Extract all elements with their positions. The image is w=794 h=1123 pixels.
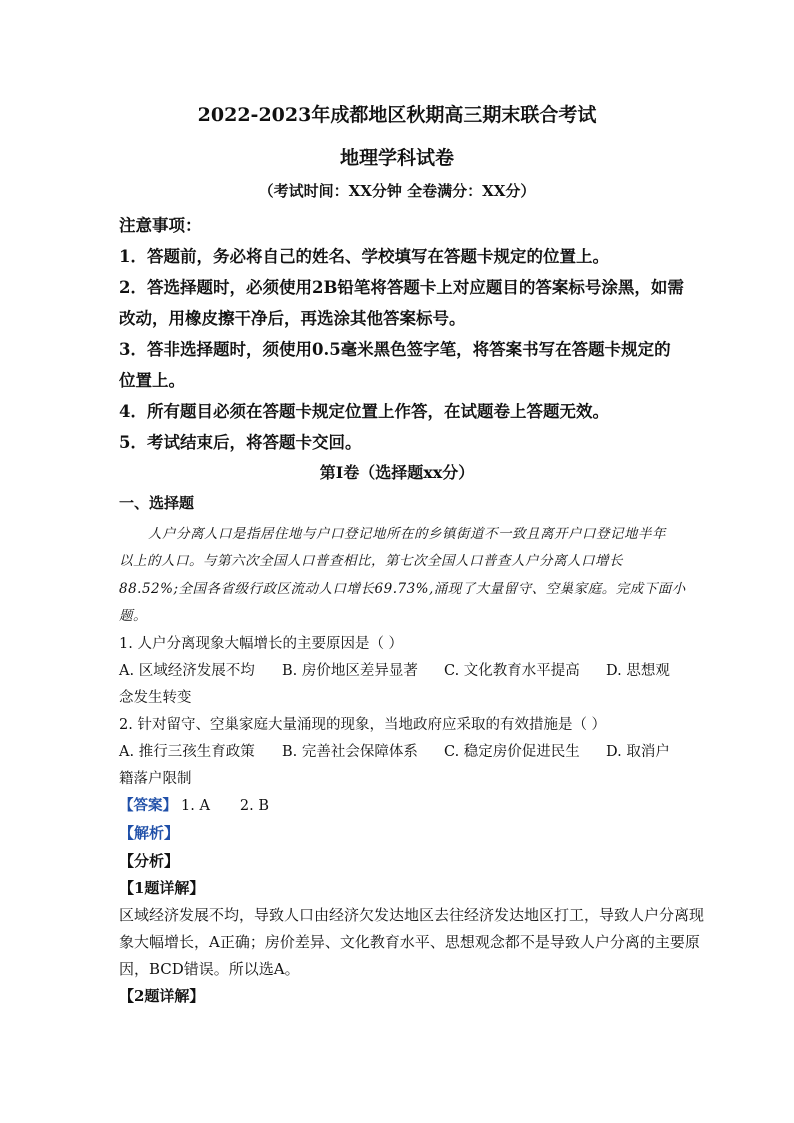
exam-info: （考试时间：XX分钟 全卷满分：XX分） [258, 182, 536, 200]
q2-option-d: D. 取消户 [606, 744, 670, 760]
answer-2: 2. B [239, 798, 270, 814]
part1-title: 第Ⅰ卷（选择题xx分） [319, 463, 475, 482]
q1-detail-line-1: 区域经济发展不均，导致人口由经济欠发达地区去往经济发达地区打工，导致人户分离现 [119, 906, 705, 924]
question-2-options [119, 740, 679, 761]
q2-option-d-cont: 籍落户限制 [119, 771, 192, 787]
notice-item-1: 1．答题前，务必将自己的姓名、学校填写在答题卡规定的位置上。 [119, 247, 609, 266]
question-1-stem: 1. 人户分离现象大幅增长的主要原因是（ ） [119, 636, 404, 652]
notice-item-2-cont: 改动，用橡皮擦干净后，再选涂其他答案标号。 [119, 309, 466, 328]
q1-option-d: D. 思想观 [606, 663, 670, 679]
answer-1: 1. A [181, 798, 210, 814]
question-2-stem: 2. 针对留守、空巢家庭大量涌现的现象，当地政府应采取的有效措施是（ ） [119, 717, 607, 733]
passage-line-4: 题。 [119, 608, 147, 624]
q1-option-b: B. 房价地区差异显著 [282, 663, 418, 679]
jiexi-label: 【解析】 [119, 824, 180, 842]
subject-title: 地理学科试卷 [339, 147, 454, 169]
q2-detail-label: 【2题详解】 [119, 987, 205, 1005]
q1-detail-line-2: 象大幅增长，A正确；房价差异、文化教育水平、思想观念都不是导致人户分离的主要原 [119, 933, 700, 951]
fenxi-label: 【分析】 [119, 852, 180, 870]
question-1-options [119, 659, 679, 680]
q1-option-d-cont: 念发生转变 [119, 690, 192, 706]
section-heading: 一、选择题 [119, 494, 195, 512]
notice-item-4: 4．所有题目必须在答题卡规定位置上作答，在试题卷上答题无效。 [119, 402, 609, 421]
passage-line-3: 88.52%;全国各省级行政区流动人口增长69.73%,涌现了大量留守、空巢家庭。完成下面小 [119, 581, 686, 597]
notice-item-5: 5．考试结束后，将答题卡交回。 [119, 433, 362, 452]
passage-line-1: 人户分离人口是指居住地与户口登记地所在的乡镇街道不一致且离开户口登记地半年 [148, 526, 666, 542]
notice-heading: 注意事项： [119, 216, 202, 235]
q1-detail-label: 【1题详解】 [119, 879, 205, 897]
q2-option-a: A. 推行三孩生育政策 [119, 744, 255, 760]
q2-option-b: B. 完善社会保障体系 [282, 744, 418, 760]
exam-title: 2022-2023年成都地区秋期高三期末联合考试 [197, 104, 597, 126]
notice-item-3-cont: 位置上。 [119, 371, 185, 390]
answer-label: 【答案】 [119, 797, 177, 814]
notice-item-3: 3．答非选择题时，须使用0.5毫米黑色签字笔，将答案书写在答题卡规定的 [119, 340, 671, 359]
q2-option-c: C. 稳定房价促进民生 [444, 744, 580, 760]
notice-item-2: 2．答选择题时，必须使用2B铅笔将答题卡上对应题目的答案标号涂黑，如需 [119, 278, 684, 297]
q1-option-c: C. 文化教育水平提高 [444, 663, 580, 679]
q1-option-a: A. 区域经济发展不均 [119, 663, 255, 679]
q1-detail-line-3: 因，BCD错误。所以选A。 [119, 960, 300, 978]
answer-line [119, 794, 679, 815]
passage-line-2: 以上的人口。与第六次全国人口普查相比，第七次全国人口普查人户分离人口增长 [119, 553, 623, 569]
